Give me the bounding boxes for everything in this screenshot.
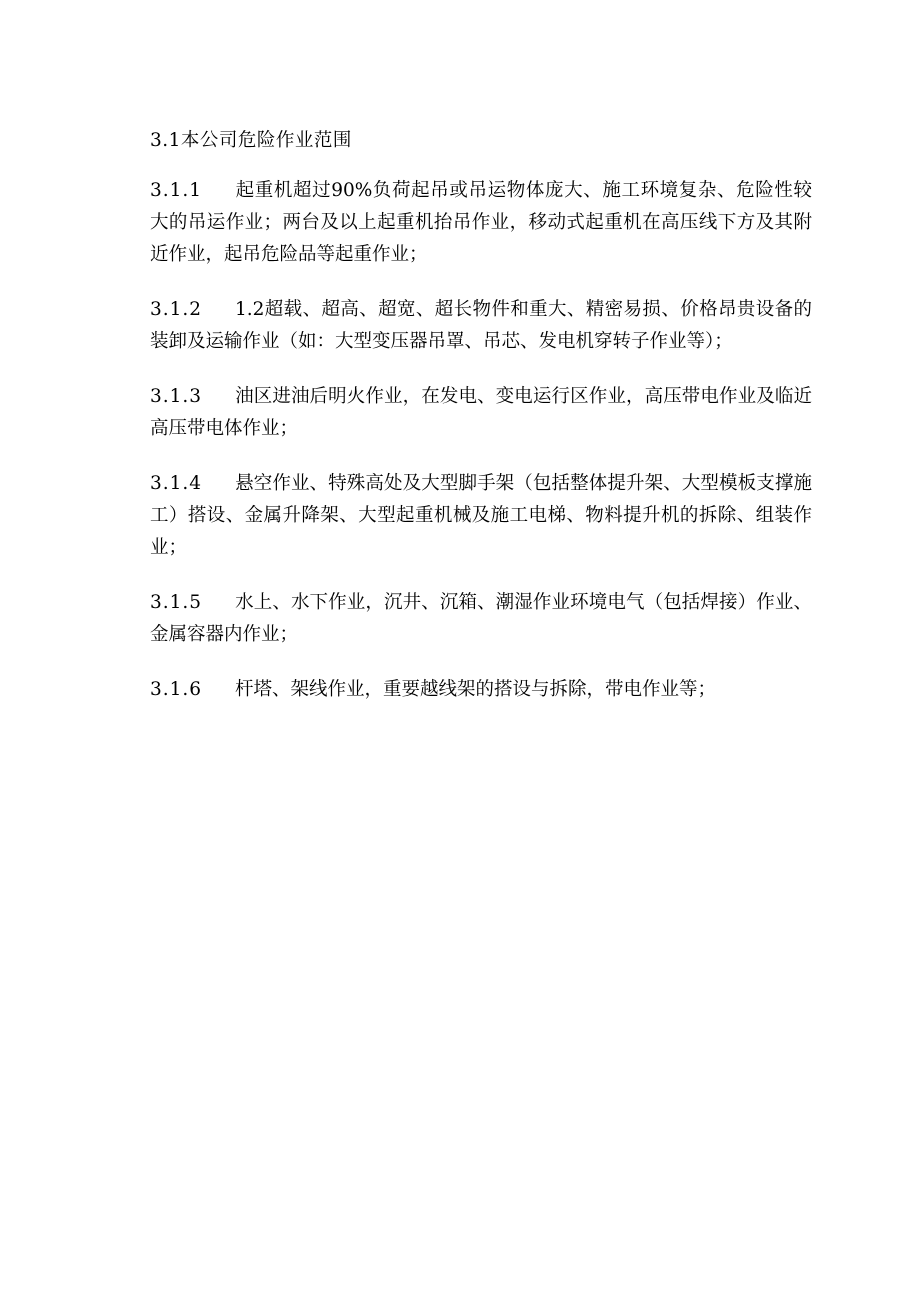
- list-item: [150, 175, 812, 271]
- item-text: 悬空作业、特殊高处及大型脚手架（包括整体提升架、大型模板支撑施工）搭设、金属升降架、大型起重机械及施工电梯、物料提升机的拆除、组装作业；: [150, 473, 812, 558]
- list-item: [150, 674, 812, 706]
- list-item: [150, 468, 812, 564]
- item-text: 油区进油后明火作业，在发电、变电运行区作业，高压带电作业及临近高压带电体作业；: [150, 386, 812, 439]
- item-text: 1.2超载、超高、超宽、超长物件和重大、精密易损、价格昂贵设备的装卸及运输作业（如：大型变压器吊罩、吊芯、发电机穿转子作业等）；: [150, 299, 812, 352]
- item-number: 3.1.4: [150, 473, 203, 494]
- item-number: 3.1.5: [150, 592, 203, 613]
- item-number: 3.1.1: [150, 180, 203, 201]
- item-number: 3.1.3: [150, 386, 203, 407]
- document-body: [150, 125, 812, 706]
- list-item: [150, 381, 812, 445]
- item-text: 水上、水下作业，沉井、沉箱、潮湿作业环境电气（包括焊接）作业、金属容器内作业；: [150, 592, 812, 645]
- list-item: [150, 294, 812, 358]
- item-text: 起重机超过90%负荷起吊或吊运物体庞大、施工环境复杂、危险性较大的吊运作业；两台及以上起重机抬吊作业，移动式起重机在高压线下方及其附近作业，起吊危险品等起重作业；: [150, 180, 812, 265]
- section-heading: 3.1本公司危险作业范围: [150, 130, 352, 151]
- list-item: [150, 587, 812, 651]
- item-text: 杆塔、架线作业，重要越线架的搭设与拆除，带电作业等；: [235, 679, 717, 700]
- item-number: 3.1.2: [150, 299, 203, 320]
- item-number: 3.1.6: [150, 679, 203, 700]
